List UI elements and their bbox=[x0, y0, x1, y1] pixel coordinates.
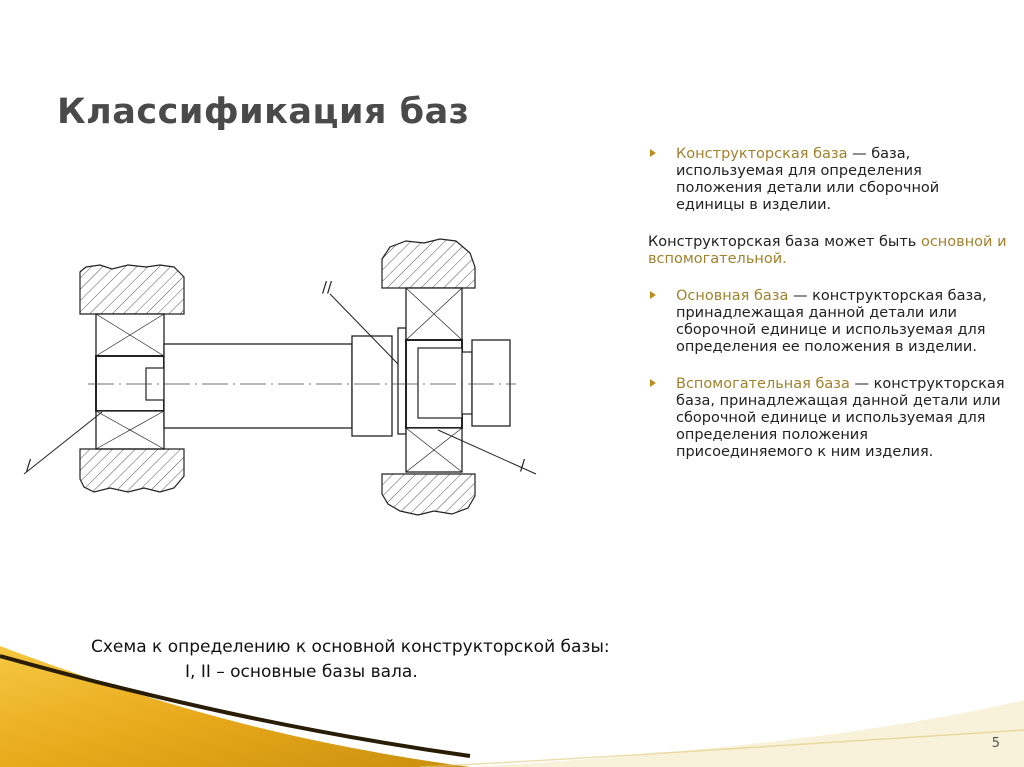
label-base-I-right: / bbox=[520, 456, 526, 474]
page-number: 5 bbox=[991, 736, 1000, 751]
definition-design-base bbox=[648, 146, 1008, 214]
definition-aux-base bbox=[648, 376, 1008, 461]
definition-text: — база, используемая для определения положения детали или сборочной единицы в изделии. bbox=[676, 146, 940, 213]
right-shaft-step bbox=[418, 348, 462, 418]
label-base-I-left: / bbox=[26, 456, 32, 474]
types-term: основной и вспомогательной. bbox=[648, 234, 1007, 267]
term-design-base: Конструкторская база bbox=[676, 146, 848, 162]
left-housing-top bbox=[80, 265, 184, 314]
shaft-end bbox=[472, 340, 510, 426]
term-aux-base: Вспомогательная база bbox=[676, 376, 850, 392]
figure-caption-line1: Схема к определению к основной конструкторской базы: bbox=[91, 637, 610, 657]
gold-wave-decoration bbox=[0, 640, 1024, 767]
shaft-body bbox=[164, 344, 352, 428]
types-prefix: Конструкторская база может быть bbox=[648, 234, 921, 250]
right-housing-top bbox=[382, 239, 475, 288]
left-housing-bottom bbox=[80, 449, 184, 492]
definition-text: — конструкторская база, принадлежащая данной детали или сборочной единице и используемая для определения ее положения в изделии. bbox=[676, 288, 987, 355]
right-housing-bottom bbox=[382, 474, 475, 515]
left-bearing-bottom bbox=[96, 411, 164, 449]
definition-main-base bbox=[648, 288, 1008, 356]
bullet-arrow-icon bbox=[650, 149, 656, 157]
design-base-types bbox=[648, 234, 1008, 268]
shaft-base-schema bbox=[20, 236, 526, 526]
definition-text: — конструкторская база, принадлежащая данной детали или сборочной единице и используемая для определения положения присоединяемого к ним изделия. bbox=[676, 376, 1005, 460]
spacer-washer bbox=[398, 328, 406, 434]
shaft-end-step bbox=[462, 352, 472, 414]
definitions-text bbox=[648, 146, 1008, 481]
bullet-arrow-icon bbox=[650, 291, 656, 299]
label-base-II: // bbox=[322, 278, 333, 296]
figure-caption-line2: I, II – основные базы вала. bbox=[185, 662, 418, 682]
term-main-base: Основная база bbox=[676, 288, 789, 304]
slide-title: Классификация баз bbox=[57, 92, 470, 132]
left-bearing-top bbox=[96, 314, 164, 356]
bullet-arrow-icon bbox=[650, 379, 656, 387]
right-bearing-top bbox=[406, 288, 462, 340]
right-bearing-bottom bbox=[406, 428, 462, 472]
